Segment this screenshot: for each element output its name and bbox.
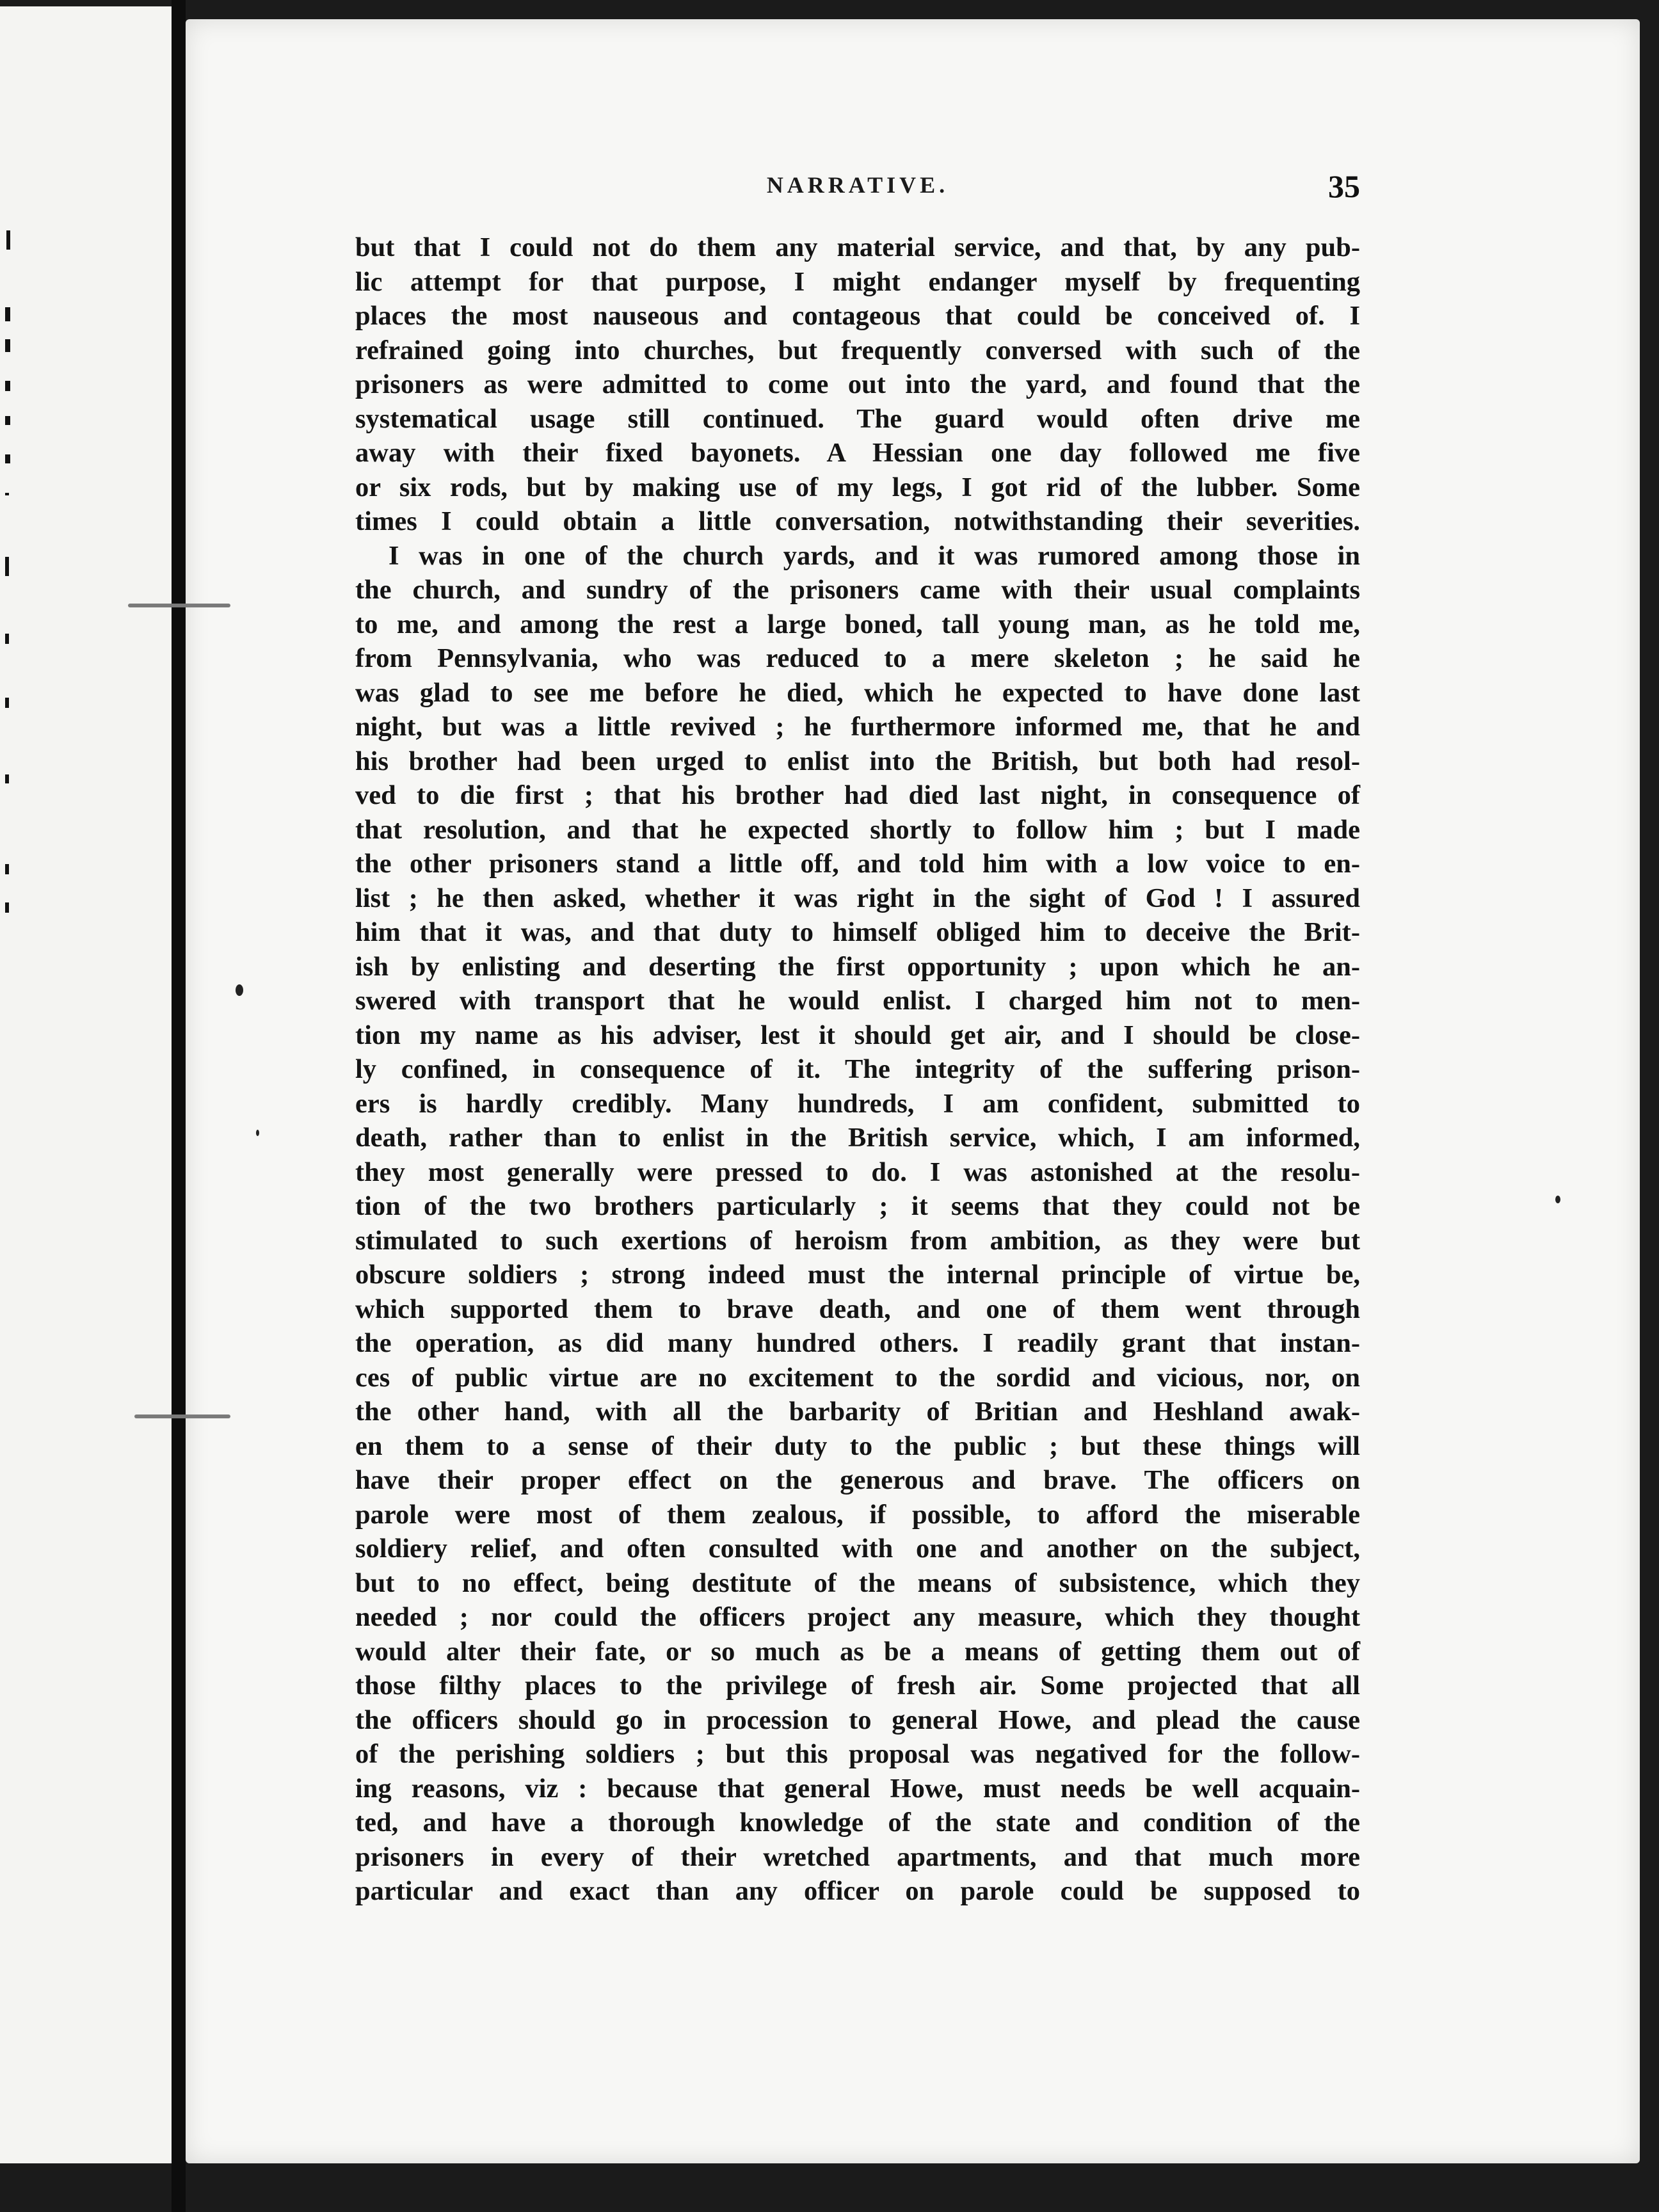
text-line: obscure soldiers ; strong indeed must the internal principle of virtue be,: [355, 1260, 1360, 1290]
facing-page-mark: [5, 493, 9, 495]
text-line: list ; he then asked, whether it was right in the sight of God ! I assured: [355, 883, 1360, 913]
text-line: I was in one of the church yards, and it was rumored among those in: [389, 540, 1360, 571]
text-line: the other hand, with all the barbarity of Britian and Heshland awak-: [355, 1397, 1360, 1427]
text-line: places the most nauseous and contageous that could be conceived of. I: [355, 301, 1360, 331]
text-line: was glad to see me before he died, which he expected to have done last: [355, 677, 1360, 708]
text-line: would alter their fate, or so much as be a means of getting them out of: [355, 1636, 1360, 1667]
facing-page-mark: [5, 339, 10, 352]
text-line: but that I could not do them any material service, and that, by any pub-: [355, 232, 1360, 262]
text-line: prisoners as were admitted to come out into the yard, and found that the: [355, 369, 1360, 399]
text-line: those filthy places to the privilege of fresh air. Some projected that all: [355, 1671, 1360, 1701]
text-line: soldiery relief, and often consulted with one and another on the subject,: [355, 1534, 1360, 1564]
text-line: death, rather than to enlist in the British service, which, I am informed,: [355, 1123, 1360, 1153]
text-line: swered with transport that he would enlist. I charged him not to men-: [355, 986, 1360, 1016]
text-line: night, but was a little revived ; he furthermore informed me, that he and: [355, 712, 1360, 742]
text-line: systematical usage still continued. The guard would often drive me: [355, 403, 1360, 434]
text-line: ved to die first ; that his brother had died last night, in consequence of: [355, 780, 1360, 810]
page-number: 35: [1328, 168, 1360, 204]
text-line: the operation, as did many hundred others. I readily grant that instan-: [355, 1328, 1360, 1358]
facing-page-mark: [5, 454, 10, 463]
text-line: they most generally were pressed to do. I was astonished at the resolu-: [355, 1157, 1360, 1187]
facing-page-mark: [5, 381, 10, 391]
text-line: to me, and among the rest a large boned, tall young man, as he told me,: [355, 609, 1360, 639]
text-line: needed ; nor could the officers project any measure, which they thought: [355, 1602, 1360, 1632]
text-line: tion my name as his adviser, lest it should get air, and I should be close-: [355, 1020, 1360, 1050]
text-line: ers is hardly credibly. Many hundreds, I am confident, submitted to: [355, 1088, 1360, 1119]
text-line: ish by enlisting and deserting the first opportunity ; upon which he an-: [355, 951, 1360, 982]
text-line: his brother had been urged to enlist into the British, but both had resol-: [355, 746, 1360, 776]
text-line: the officers should go in procession to general Howe, and plead the cause: [355, 1704, 1360, 1735]
text-line: of the perishing soldiers ; but this proposal was negatived for the follow-: [355, 1739, 1360, 1769]
text-line: ted, and have a thorough knowledge of the state and condition of the: [355, 1807, 1360, 1838]
text-line: ces of public virtue are no excitement to the sordid and vicious, nor, on: [355, 1362, 1360, 1393]
text-line: prisoners in every of their wretched apartments, and that much more: [355, 1841, 1360, 1872]
ink-speck: [236, 984, 243, 996]
book-gutter: [172, 0, 186, 2212]
text-line: him that it was, and that duty to himself obliged him to deceive the Brit-: [355, 917, 1360, 947]
ink-speck: [1555, 1196, 1560, 1203]
binding-thread-mark: [134, 1415, 230, 1418]
text-line: the church, and sundry of the prisoners came with their usual complaints: [355, 575, 1360, 605]
text-line: particular and exact than any officer on parole could be supposed to: [355, 1876, 1360, 1906]
facing-page-mark: [5, 902, 9, 913]
facing-page-edge: [0, 6, 172, 2163]
facing-page-mark: [5, 774, 9, 783]
text-line: times I could obtain a little conversation, notwithstanding their severities.: [355, 506, 1360, 536]
text-line: stimulated to such exertions of heroism from ambition, as they were but: [355, 1225, 1360, 1256]
text-line: ing reasons, viz : because that general Howe, must needs be well acquain-: [355, 1773, 1360, 1804]
text-line: which supported them to brave death, and one of them went through: [355, 1294, 1360, 1324]
facing-page-mark: [5, 416, 10, 425]
text-line: refrained going into churches, but frequently conversed with such of the: [355, 335, 1360, 365]
ink-speck: [256, 1130, 259, 1136]
text-line: en them to a sense of their duty to the public ; but these things will: [355, 1431, 1360, 1461]
facing-page-mark: [5, 307, 10, 321]
facing-page-mark: [5, 634, 9, 644]
facing-page-mark: [5, 698, 9, 708]
body-text: [355, 230, 1360, 1909]
text-line: away with their fixed bayonets. A Hessian one day followed me five: [355, 438, 1360, 468]
text-line: lic attempt for that purpose, I might endanger myself by frequenting: [355, 266, 1360, 297]
facing-page-mark: [5, 864, 9, 874]
text-line: have their proper effect on the generous and brave. The officers on: [355, 1465, 1360, 1495]
text-line: but to no effect, being destitute of the means of subsistence, which they: [355, 1567, 1360, 1598]
text-line: ly confined, in consequence of it. The integrity of the suffering prison-: [355, 1054, 1360, 1084]
text-line: or six rods, but by making use of my legs, I got rid of the lubber. Some: [355, 472, 1360, 502]
text-line: tion of the two brothers particularly ; it seems that they could not be: [355, 1191, 1360, 1221]
facing-page-mark: [6, 230, 10, 250]
text-line: parole were most of them zealous, if possible, to afford the miserable: [355, 1499, 1360, 1530]
text-line: that resolution, and that he expected shortly to follow him ; but I made: [355, 814, 1360, 845]
binding-thread-mark: [128, 604, 230, 607]
text-line: from Pennsylvania, who was reduced to a mere skeleton ; he said he: [355, 643, 1360, 673]
facing-page-mark: [5, 557, 9, 576]
page-header: [355, 168, 1360, 212]
text-line: the other prisoners stand a little off, and told him with a low voice to en-: [355, 849, 1360, 879]
running-head: NARRATIVE.: [766, 172, 949, 198]
